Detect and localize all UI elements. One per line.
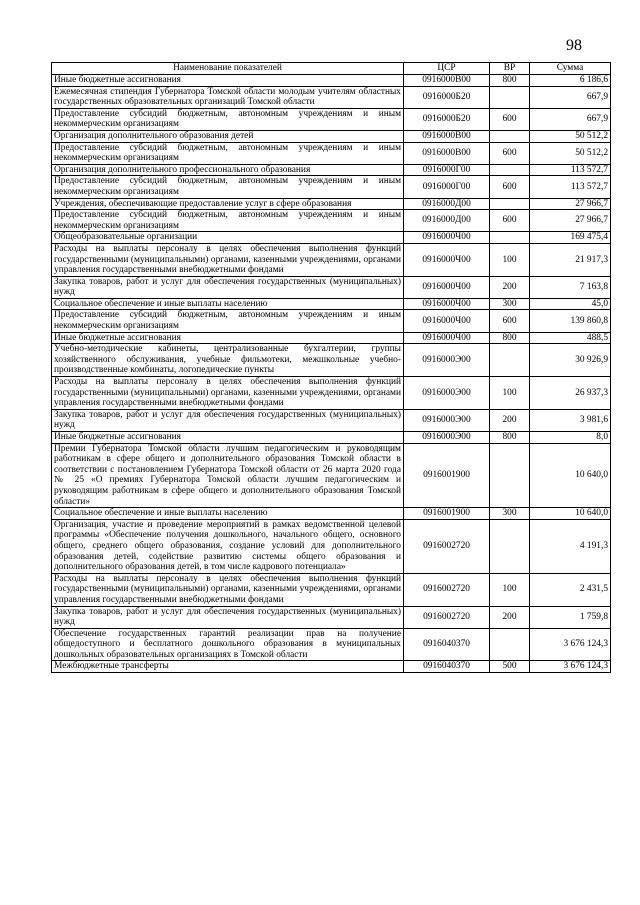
row-name: Организация дополнительного профессионального образования [52, 164, 404, 176]
row-csr: 0916040370 [404, 661, 490, 673]
row-csr: 0916000В00 [404, 130, 490, 142]
row-sum: 488,5 [530, 332, 611, 344]
row-sum: 45,0 [530, 298, 611, 310]
row-sum: 1 759,8 [530, 606, 611, 628]
row-name: Иные бюджетные ассигнования [52, 332, 404, 344]
row-sum: 139 860,8 [530, 310, 611, 332]
row-csr: 0916000Э00 [404, 344, 490, 377]
table-row [52, 443, 611, 508]
row-vr [490, 344, 530, 377]
table-row [52, 409, 611, 431]
row-vr [490, 443, 530, 508]
row-name: Иные бюджетные ассигнования [52, 432, 404, 444]
row-vr [490, 628, 530, 661]
row-sum: 3 981,6 [530, 409, 611, 431]
row-vr: 800 [490, 75, 530, 87]
row-csr: 0916000Э00 [404, 409, 490, 431]
table-row [52, 432, 611, 444]
header-name: Наименование показателей [52, 63, 404, 75]
row-name: Предоставление субсидий бюджетным, автономным учреждениям и иным некоммерческим организациям [52, 176, 404, 198]
row-sum: 50 512,2 [530, 142, 611, 164]
row-csr: 0916000Б20 [404, 108, 490, 130]
table-row [52, 628, 611, 661]
row-sum: 169 475,4 [530, 232, 611, 244]
table-row [52, 298, 611, 310]
row-csr: 0916000Ч00 [404, 332, 490, 344]
row-sum: 50 512,2 [530, 130, 611, 142]
table-row [52, 232, 611, 244]
row-csr: 0916000Ч00 [404, 276, 490, 298]
row-name: Организация, участие и проведение мероприятий в рамках ведомственной целевой программы «Обеспечение получения дошкольного, начального общего, основного общего, среднего общего образования, создание условий для дополнительного образования детей, содействие развитию системы общего образования и дополнительного образования детей, в том числе кадрового потенциала» [52, 519, 404, 573]
row-sum: 4 191,3 [530, 519, 611, 573]
table-row [52, 164, 611, 176]
row-vr: 200 [490, 276, 530, 298]
row-name: Межбюджетные трансферты [52, 661, 404, 673]
row-sum: 3 676 124,3 [530, 661, 611, 673]
row-name: Предоставление субсидий бюджетным, автономным учреждениям и иным некоммерческим организациям [52, 108, 404, 130]
row-name: Иные бюджетные ассигнования [52, 75, 404, 87]
table-header-row [52, 63, 611, 75]
row-csr: 0916002720 [404, 573, 490, 606]
row-vr: 600 [490, 142, 530, 164]
row-sum: 27 966,7 [530, 210, 611, 232]
table-row [52, 130, 611, 142]
row-csr: 0916040370 [404, 628, 490, 661]
row-csr: 0916000Ч00 [404, 243, 490, 276]
row-name: Учреждения, обеспечивающие предоставление услуг в сфере образования [52, 198, 404, 210]
header-sum: Сумма [530, 63, 611, 75]
row-name: Закупка товаров, работ и услуг для обеспечения государственных (муниципальных) нужд [52, 276, 404, 298]
page-number: 98 [566, 37, 582, 54]
row-vr [490, 519, 530, 573]
row-name: Общеобразовательные организации [52, 232, 404, 244]
table-row [52, 310, 611, 332]
row-csr: 0916000Ч00 [404, 232, 490, 244]
row-sum: 113 572,7 [530, 164, 611, 176]
table-row [52, 573, 611, 606]
row-vr [490, 86, 530, 108]
row-vr: 800 [490, 432, 530, 444]
row-csr: 0916000Д00 [404, 198, 490, 210]
row-vr: 500 [490, 661, 530, 673]
row-vr [490, 164, 530, 176]
row-csr: 0916000Ч00 [404, 298, 490, 310]
row-sum: 8,0 [530, 432, 611, 444]
row-name: Предоставление субсидий бюджетным, автономным учреждениям и иным некоммерческим организациям [52, 310, 404, 332]
row-name: Социальное обеспечение и иные выплаты населению [52, 298, 404, 310]
row-name: Расходы на выплаты персоналу в целях обеспечения выполнения функций государственными (муниципальными) органами, казенными учреждениями, органами управления государственными внебюджетными фондами [52, 377, 404, 410]
row-csr: 0916000Г00 [404, 164, 490, 176]
row-sum: 3 676 124,3 [530, 628, 611, 661]
row-name: Обеспечение государственных гарантий реализации прав на получение общедоступного и бесплатного дошкольного образования в муниципальных дошкольных образовательных организациях в Томской области [52, 628, 404, 661]
row-sum: 26 937,3 [530, 377, 611, 410]
row-vr [490, 232, 530, 244]
row-csr: 0916002720 [404, 606, 490, 628]
row-vr: 600 [490, 210, 530, 232]
table-row [52, 606, 611, 628]
row-name: Предоставление субсидий бюджетным, автономным учреждениям и иным некоммерческим организациям [52, 210, 404, 232]
row-vr: 100 [490, 243, 530, 276]
row-sum: 21 917,3 [530, 243, 611, 276]
budget-table [51, 62, 611, 673]
row-sum: 6 186,6 [530, 75, 611, 87]
row-vr: 300 [490, 298, 530, 310]
row-sum: 7 163,8 [530, 276, 611, 298]
row-sum: 667,9 [530, 108, 611, 130]
table-row [52, 142, 611, 164]
row-csr: 0916001900 [404, 508, 490, 520]
row-csr: 0916000Э00 [404, 432, 490, 444]
table-row [52, 519, 611, 573]
row-vr: 300 [490, 508, 530, 520]
row-sum: 667,9 [530, 86, 611, 108]
row-sum: 10 640,0 [530, 508, 611, 520]
row-csr: 0916000Д00 [404, 210, 490, 232]
row-csr: 0916000Э00 [404, 377, 490, 410]
row-vr: 800 [490, 332, 530, 344]
row-csr: 0916000В00 [404, 75, 490, 87]
row-csr: 0916000Г00 [404, 176, 490, 198]
table-row [52, 344, 611, 377]
row-vr: 200 [490, 409, 530, 431]
table-row [52, 108, 611, 130]
table-row [52, 198, 611, 210]
row-sum: 113 572,7 [530, 176, 611, 198]
row-vr [490, 130, 530, 142]
row-vr: 100 [490, 573, 530, 606]
row-name: Закупка товаров, работ и услуг для обеспечения государственных (муниципальных) нужд [52, 409, 404, 431]
table-row [52, 176, 611, 198]
row-name: Учебно-методические кабинеты, централизованные бухгалтерии, группы хозяйственного обслуживания, учебные фильмотеки, межшкольные учебно-производственные комбинаты, логопедические пункты [52, 344, 404, 377]
row-sum: 2 431,5 [530, 573, 611, 606]
table-row [52, 508, 611, 520]
row-name: Предоставление субсидий бюджетным, автономным учреждениям и иным некоммерческим организациям [52, 142, 404, 164]
header-vr: ВР [490, 63, 530, 75]
row-name: Социальное обеспечение и иные выплаты населению [52, 508, 404, 520]
row-sum: 10 640,0 [530, 443, 611, 508]
table-row [52, 661, 611, 673]
row-name: Расходы на выплаты персоналу в целях обеспечения выполнения функций государственными (муниципальными) органами, казенными учреждениями, органами управления государственными внебюджетными фондами [52, 243, 404, 276]
row-vr: 200 [490, 606, 530, 628]
table-row [52, 75, 611, 87]
row-csr: 0916002720 [404, 519, 490, 573]
row-csr: 0916000Б20 [404, 86, 490, 108]
row-vr: 600 [490, 310, 530, 332]
row-vr: 600 [490, 176, 530, 198]
row-name: Организация дополнительного образования детей [52, 130, 404, 142]
row-csr: 0916001900 [404, 443, 490, 508]
row-name: Премии Губернатора Томской области лучшим педагогическим и руководящим работникам в сфере общего и дополнительного образования Томской области в соответствии с постановлением Губернатора Томской области от 26 марта 2020 года № 25 «О премиях Губернатора Томской области лучшим педагогическим и руководящим работникам в сфере общего и дополнительного образования Томской области» [52, 443, 404, 508]
table-row [52, 86, 611, 108]
table-row [52, 243, 611, 276]
row-sum: 27 966,7 [530, 198, 611, 210]
row-csr: 0916000Ч00 [404, 310, 490, 332]
row-vr: 600 [490, 108, 530, 130]
row-name: Ежемесячная стипендия Губернатора Томской области молодым учителям областных государственных образовательных организаций Томской области [52, 86, 404, 108]
row-vr: 100 [490, 377, 530, 410]
header-csr: ЦСР [404, 63, 490, 75]
row-name: Расходы на выплаты персоналу в целях обеспечения выполнения функций государственными (муниципальными) органами, казенными учреждениями, органами управления государственными внебюджетными фондами [52, 573, 404, 606]
row-csr: 0916000В00 [404, 142, 490, 164]
row-name: Закупка товаров, работ и услуг для обеспечения государственных (муниципальных) нужд [52, 606, 404, 628]
table-row [52, 377, 611, 410]
table-row [52, 210, 611, 232]
row-vr [490, 198, 530, 210]
table-row [52, 332, 611, 344]
table-row [52, 276, 611, 298]
row-sum: 30 926,9 [530, 344, 611, 377]
